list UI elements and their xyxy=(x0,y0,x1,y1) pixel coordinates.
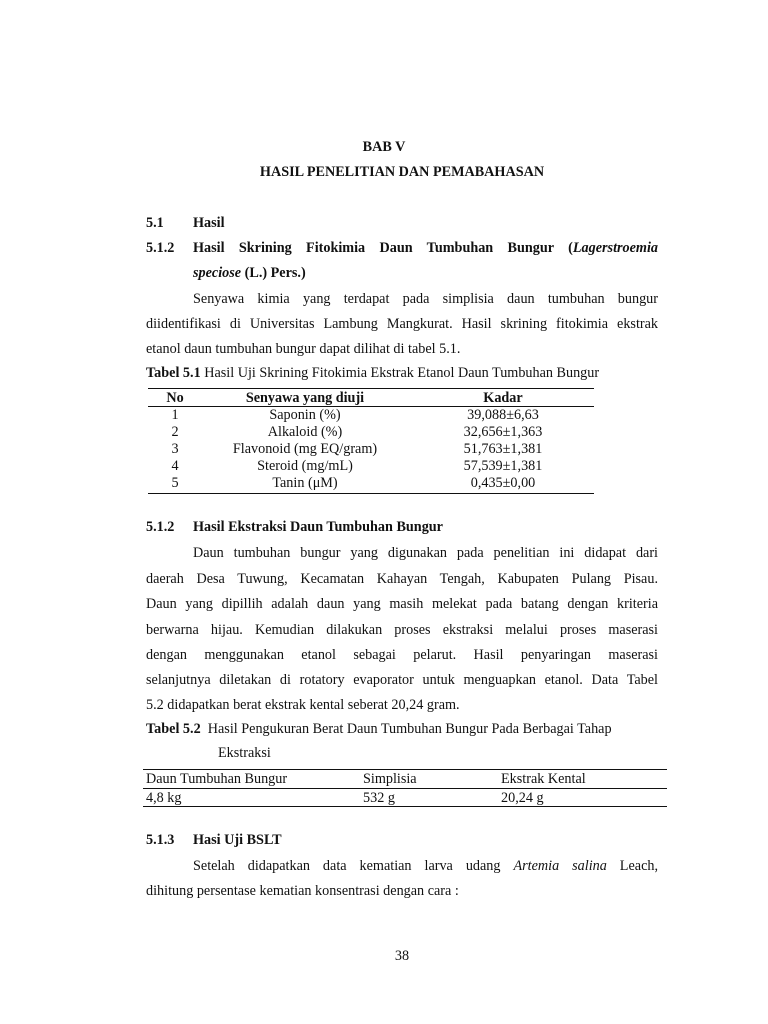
table-caption xyxy=(146,364,599,382)
table-cell: Flavonoid (mg EQ/gram) xyxy=(232,441,378,457)
subsection-title: Hasil Ekstraksi Daun Tumbuhan Bungur xyxy=(193,519,443,535)
chapter-title: HASIL PENELITIAN DAN PEMABAHASAN xyxy=(259,164,545,180)
subsection-title-end: (L.) Pers.) xyxy=(241,265,306,281)
species-name: Artemia salina xyxy=(513,858,607,874)
table-header-compound: Senyawa yang diuji xyxy=(245,390,365,406)
paragraph-line: berwarna hijau. Kemudian dilakukan proses ekstraksi melalui proses maserasi xyxy=(146,622,658,638)
section-number: 5.1 xyxy=(146,215,164,231)
table-cell: 532 g xyxy=(363,790,395,806)
table-bottom-rule xyxy=(143,806,667,807)
table-cell: 3 xyxy=(171,441,179,457)
paragraph-line: dengan menggunakan etanol sebagai pelarut. Hasil penyaringan maserasi xyxy=(146,647,658,663)
table-cell: 4 xyxy=(171,458,179,474)
table-header-no: No xyxy=(166,390,184,406)
paragraph-line: dihitung persentase kematian konsentrasi dengan cara : xyxy=(146,883,459,899)
table-header: Ekstrak Kental xyxy=(501,771,586,787)
page-number: 38 xyxy=(394,948,410,964)
paragraph-line: Senyawa kimia yang terdapat pada simplisia daun tumbuhan bungur xyxy=(193,291,658,307)
subsection-number: 5.1.2 xyxy=(146,240,175,256)
table-cell: 5 xyxy=(171,475,179,491)
paragraph-text: Leach, xyxy=(606,858,659,874)
subsection-title: Hasi Uji BSLT xyxy=(193,832,282,848)
paragraph-line xyxy=(193,857,658,875)
table-caption-text: Hasil Pengukuran Berat Daun Tumbuhan Bungur Pada Berbagai Tahap xyxy=(200,721,612,737)
table-cell: 0,435±0,00 xyxy=(470,475,536,491)
table-bottom-rule xyxy=(148,493,594,494)
paragraph-text: Setelah didapatkan data kematian larva udang xyxy=(193,858,514,874)
table-caption-cont: Ekstraksi xyxy=(218,745,271,761)
species-epithet: speciose xyxy=(193,265,242,281)
table-cell: 1 xyxy=(171,407,179,423)
paragraph-line: selanjutnya diletakan di rotatory evaporator untuk menguapkan etanol. Data Tabel xyxy=(146,672,658,688)
table-cell: 2 xyxy=(171,424,179,440)
table-cell: Tanin (μM) xyxy=(272,475,338,491)
table-cell: Saponin (%) xyxy=(269,407,341,423)
table-header-rule xyxy=(143,788,667,789)
paragraph-line: daerah Desa Tuwung, Kecamatan Kahayan Tengah, Kabupaten Pulang Pisau. xyxy=(146,571,658,587)
paragraph-line: diidentifikasi di Universitas Lambung Mangkurat. Hasil skrining fitokimia ekstrak xyxy=(146,316,658,332)
subsection-title-cont xyxy=(193,264,306,282)
table-cell: 4,8 kg xyxy=(146,790,182,806)
subsection-title xyxy=(193,239,658,257)
paragraph-line: 5.2 didapatkan berat ekstrak kental seberat 20,24 gram. xyxy=(146,697,460,713)
table-caption xyxy=(146,720,612,738)
table-cell: 51,763±1,381 xyxy=(463,441,543,457)
subsection-title-text: Hasil Skrining Fitokimia Daun Tumbuhan Bungur ( xyxy=(193,240,573,256)
table-cell: 39,088±6,63 xyxy=(467,407,539,423)
table-header-level: Kadar xyxy=(483,390,523,406)
species-name: Lagerstroemia xyxy=(572,240,658,256)
table-caption-label: Tabel 5.1 xyxy=(146,365,201,381)
section-title: Hasil xyxy=(193,215,225,231)
table-cell: 32,656±1,363 xyxy=(463,424,543,440)
table-cell: 57,539±1,381 xyxy=(463,458,543,474)
subsection-number: 5.1.3 xyxy=(146,832,175,848)
table-cell: Alkaloid (%) xyxy=(267,424,343,440)
table-cell: Steroid (mg/mL) xyxy=(257,458,353,474)
table-cell: 20,24 g xyxy=(501,790,544,806)
chapter-number: BAB V xyxy=(362,139,406,155)
table-header: Daun Tumbuhan Bungur xyxy=(146,771,288,787)
table-caption-text: Hasil Uji Skrining Fitokimia Ekstrak Etanol Daun Tumbuhan Bungur xyxy=(200,365,600,381)
subsection-number: 5.1.2 xyxy=(146,519,175,535)
paragraph-line: Daun yang dipillih adalah daun yang masih melekat pada batang dengan kriteria xyxy=(146,596,658,612)
table-header: Simplisia xyxy=(363,771,417,787)
table-caption-label: Tabel 5.2 xyxy=(146,721,201,737)
paragraph-line: Daun tumbuhan bungur yang digunakan pada penelitian ini didapat dari xyxy=(193,545,658,561)
paragraph-line: etanol daun tumbuhan bungur dapat dilihat di tabel 5.1. xyxy=(146,341,461,357)
